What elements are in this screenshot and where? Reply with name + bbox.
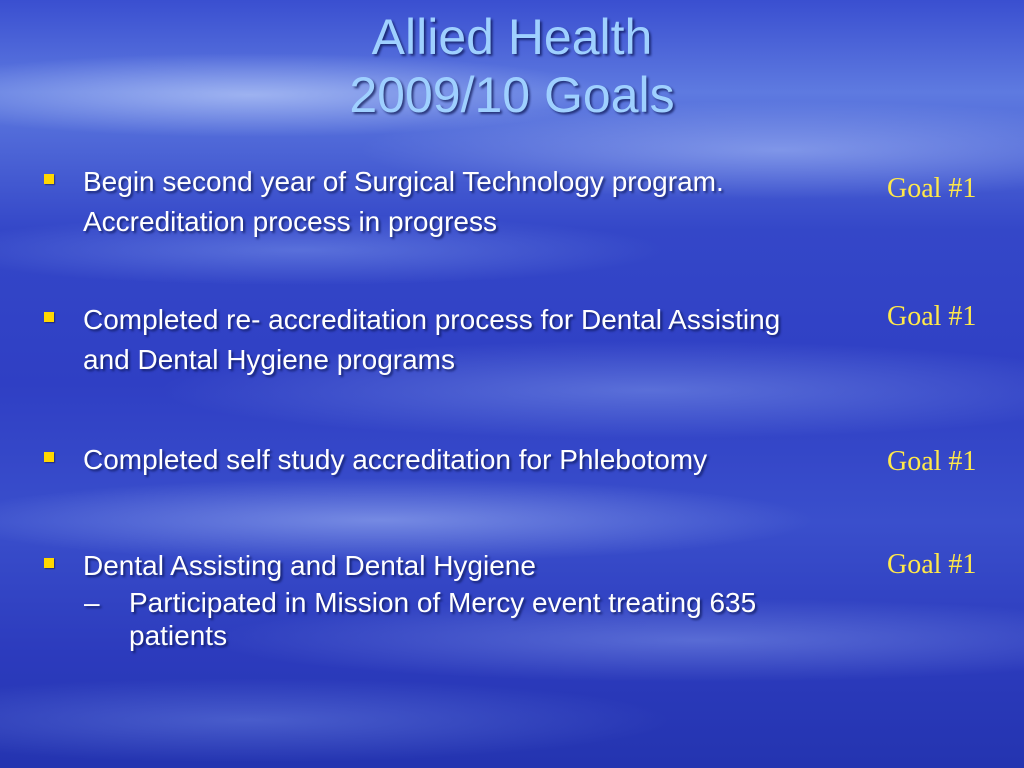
goal-label: Goal #1 xyxy=(887,446,977,477)
bullet-text: Completed self study accreditation for Phlebotomy xyxy=(83,444,708,475)
goal-label: Goal #1 xyxy=(887,549,977,580)
square-bullet-icon xyxy=(44,452,54,462)
slide-title xyxy=(0,8,1024,124)
square-bullet-icon xyxy=(44,174,54,184)
bullet-item-2 xyxy=(44,300,874,380)
bullet-item-3 xyxy=(44,440,874,480)
dash-marker: – xyxy=(84,587,100,618)
slide-title-line-1: Allied Health xyxy=(371,9,653,65)
goal-label: Goal #1 xyxy=(887,301,977,332)
sub-bullet-item xyxy=(84,586,874,652)
square-bullet-icon xyxy=(44,312,54,322)
square-bullet-icon xyxy=(44,558,54,568)
slide-title-line-2: 2009/10 Goals xyxy=(349,67,675,123)
bullet-text: Begin second year of Surgical Technology program. Accreditation process in progress xyxy=(83,166,724,237)
goal-label: Goal #1 xyxy=(887,173,977,204)
bullet-text: Completed re- accreditation process for Dental Assisting and Dental Hygiene programs xyxy=(83,304,781,375)
bullet-item-4 xyxy=(44,546,874,652)
sub-bullet-text: Participated in Mission of Mercy event treating 635 patients xyxy=(129,587,757,651)
bullet-text: Dental Assisting and Dental Hygiene xyxy=(83,550,536,581)
bullet-item-1 xyxy=(44,162,874,242)
